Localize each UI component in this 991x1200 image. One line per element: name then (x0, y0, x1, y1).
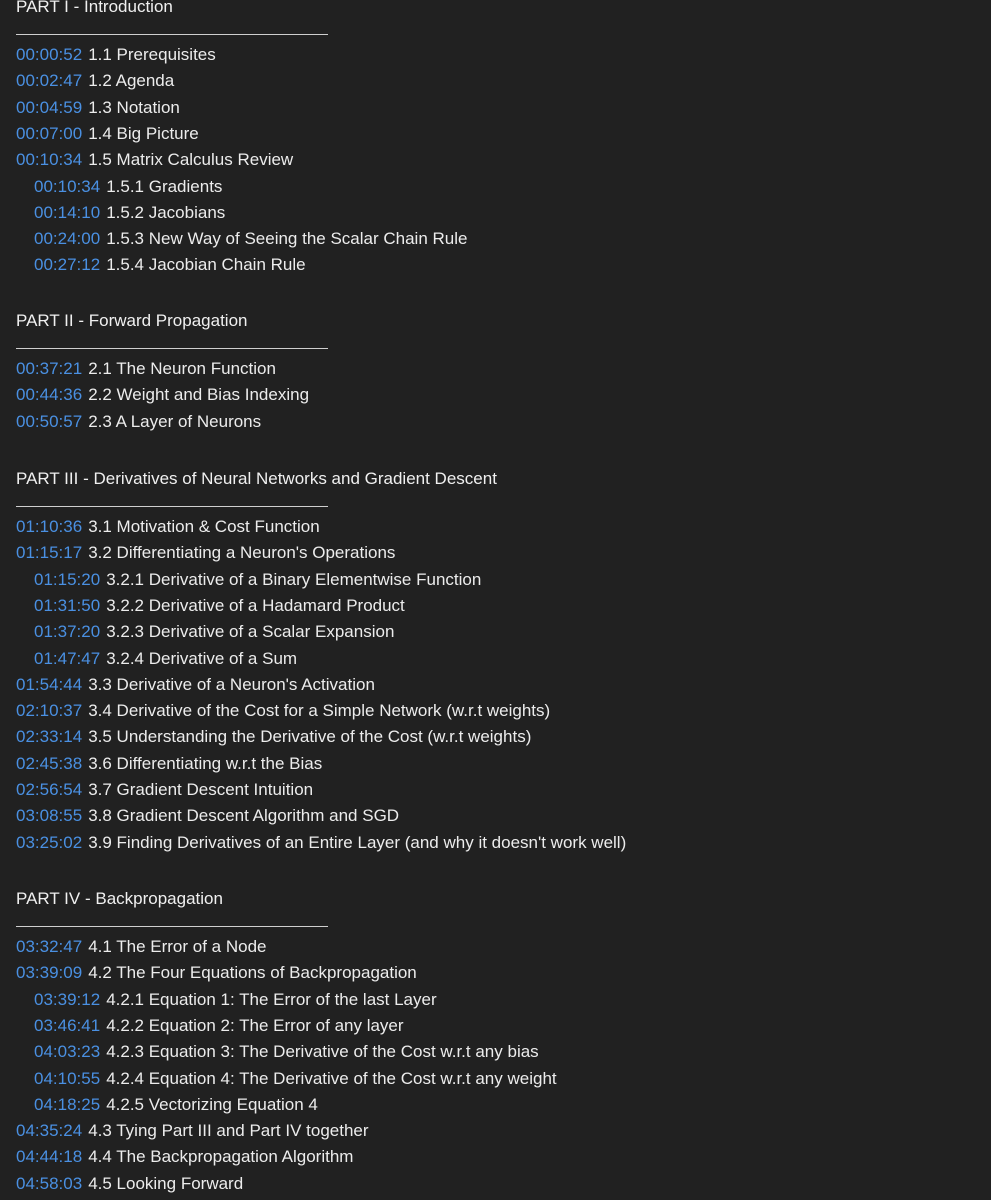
chapter-entry (34, 254, 306, 276)
chapter-title: 4.1 The Error of a Node (88, 937, 267, 956)
chapter-entry (16, 358, 276, 380)
chapter-title: 4.3 Tying Part III and Part IV together (88, 1121, 369, 1141)
timestamp-link[interactable]: 01:37:20 (34, 622, 101, 642)
chapter-title: 1.1 Prerequisites (88, 45, 216, 64)
chapter-entry (16, 1173, 243, 1195)
timestamp-link[interactable]: 01:54:44 (16, 674, 83, 694)
timestamp-link[interactable]: 02:56:54 (16, 780, 83, 799)
chapter-title: 1.3 Notation (88, 97, 180, 117)
chapter-title: 3.3 Derivative of a Neuron's Activation (88, 674, 375, 694)
timestamp-link[interactable]: 02:33:14 (16, 727, 83, 747)
chapter-title: 4.2.3 Equation 3: The Derivative of the Cost w.r.t any bias (106, 1042, 539, 1062)
chapter-entry (34, 989, 437, 1011)
part-heading: PART IV - Backpropagation (16, 889, 223, 908)
timestamp-link[interactable]: 04:44:18 (16, 1147, 83, 1167)
chapter-title: 3.2.2 Derivative of a Hadamard Product (106, 595, 405, 615)
chapter-title: 4.4 The Backpropagation Algorithm (88, 1147, 354, 1167)
timestamp-link[interactable]: 01:31:50 (34, 595, 101, 615)
chapter-entry (34, 1068, 557, 1090)
timestamp-link[interactable]: 00:50:57 (16, 411, 83, 431)
part-heading: PART III - Derivatives of Neural Networks and Gradient Descent (16, 469, 497, 488)
timestamp-link[interactable]: 04:18:25 (34, 1094, 101, 1114)
timestamp-link[interactable]: 00:07:00 (16, 123, 83, 143)
timestamp-link[interactable]: 01:15:20 (34, 569, 101, 589)
chapter-title: 3.2.1 Derivative of a Binary Elementwise Function (106, 569, 482, 589)
part-divider (16, 348, 328, 349)
chapter-title: 1.5 Matrix Calculus Review (88, 150, 294, 170)
timestamp-link[interactable]: 00:37:21 (16, 359, 83, 378)
chapter-entry (16, 97, 180, 119)
chapter-entry (34, 228, 467, 250)
chapter-entry (16, 832, 626, 854)
timestamp-link[interactable]: 00:10:34 (34, 176, 101, 196)
chapter-entry (16, 70, 174, 92)
chapter-title: 4.5 Looking Forward (88, 1173, 244, 1193)
chapter-title: 1.2 Agenda (88, 71, 175, 91)
timestamp-link[interactable]: 00:04:59 (16, 97, 83, 117)
chapter-entry (16, 936, 266, 958)
chapter-entry (34, 595, 405, 617)
chapter-entry (34, 1094, 318, 1116)
chapter-title: 3.9 Finding Derivatives of an Entire Layer (and why it doesn't work well) (88, 832, 627, 852)
chapter-entry (16, 1120, 369, 1142)
part-heading: PART II - Forward Propagation (16, 311, 248, 330)
chapter-entry (16, 516, 320, 538)
chapter-title: 2.1 The Neuron Function (88, 359, 276, 378)
chapter-title: 2.3 A Layer of Neurons (88, 411, 262, 431)
chapter-title: 3.6 Differentiating w.r.t the Bias (88, 753, 323, 773)
chapter-entry (16, 1146, 353, 1168)
timestamp-link[interactable]: 02:10:37 (16, 701, 83, 721)
part-divider (16, 926, 328, 927)
chapter-title: 3.5 Understanding the Derivative of the Cost (w.r.t weights) (88, 727, 532, 747)
chapter-entry (16, 726, 531, 748)
chapter-entry (34, 1041, 539, 1063)
timestamp-link[interactable]: 04:58:03 (16, 1173, 83, 1193)
chapter-title: 1.5.4 Jacobian Chain Rule (106, 255, 306, 275)
timestamp-link[interactable]: 04:03:23 (34, 1042, 101, 1062)
chapter-title: 1.4 Big Picture (88, 123, 199, 143)
chapter-entry (16, 962, 417, 984)
timestamp-link[interactable]: 00:24:00 (34, 229, 101, 249)
chapter-title: 3.7 Gradient Descent Intuition (88, 780, 314, 799)
chapter-entry (16, 700, 550, 722)
part-divider (16, 34, 328, 35)
chapter-entry (16, 753, 322, 775)
chapter-title: 4.2.2 Equation 2: The Error of any layer (106, 1015, 404, 1035)
chapter-entry (34, 176, 222, 198)
chapter-entry (34, 621, 394, 643)
part-heading: PART I - Introduction (16, 0, 173, 16)
timestamp-link[interactable]: 01:47:47 (34, 648, 101, 668)
chapter-title: 3.2.3 Derivative of a Scalar Expansion (106, 622, 395, 642)
timestamp-link[interactable]: 04:10:55 (34, 1068, 101, 1088)
timestamp-link[interactable]: 03:46:41 (34, 1015, 101, 1035)
chapter-title: 1.5.3 New Way of Seeing the Scalar Chain Rule (106, 229, 468, 249)
chapter-title: 1.5.1 Gradients (106, 176, 223, 196)
timestamp-link[interactable]: 03:39:12 (34, 989, 101, 1009)
chapter-title: 4.2.5 Vectorizing Equation 4 (106, 1094, 318, 1114)
timestamp-link[interactable]: 02:45:38 (16, 753, 83, 773)
chapter-title: 4.2.1 Equation 1: The Error of the last Layer (106, 989, 437, 1009)
chapter-title: 4.2.4 Equation 4: The Derivative of the Cost w.r.t any weight (106, 1068, 557, 1088)
timestamp-link[interactable]: 00:14:10 (34, 202, 101, 222)
chapter-entry (16, 542, 395, 564)
timestamp-link[interactable]: 03:32:47 (16, 937, 83, 956)
chapter-entry (16, 779, 313, 801)
timestamp-link[interactable]: 03:39:09 (16, 963, 83, 983)
chapter-title: 4.2 The Four Equations of Backpropagation (88, 963, 417, 983)
chapter-entry (34, 202, 225, 224)
chapter-title: 3.8 Gradient Descent Algorithm and SGD (88, 806, 400, 826)
timestamp-link[interactable]: 01:15:17 (16, 543, 83, 563)
part-divider (16, 506, 328, 507)
timestamp-link[interactable]: 00:00:52 (16, 45, 83, 64)
chapter-entry (16, 149, 293, 171)
timestamp-link[interactable]: 03:25:02 (16, 832, 83, 852)
timestamp-link[interactable]: 00:27:12 (34, 255, 101, 275)
timestamp-link[interactable]: 00:44:36 (16, 385, 83, 405)
timestamp-link[interactable]: 00:02:47 (16, 71, 83, 91)
chapter-title: 3.1 Motivation & Cost Function (88, 517, 320, 536)
chapter-entry (16, 805, 399, 827)
timestamp-link[interactable]: 04:35:24 (16, 1121, 83, 1141)
chapter-entry (16, 411, 261, 433)
timestamp-link[interactable]: 01:10:36 (16, 517, 83, 536)
chapter-entry (16, 44, 216, 66)
timestamp-link[interactable]: 00:10:34 (16, 150, 83, 170)
chapter-entry (16, 123, 199, 145)
chapter-title: 3.2 Differentiating a Neuron's Operations (88, 543, 396, 563)
chapter-entry (16, 674, 375, 696)
chapter-entry (34, 1015, 404, 1037)
chapter-entry (34, 648, 297, 670)
chapter-title: 2.2 Weight and Bias Indexing (88, 385, 310, 405)
chapter-entry (16, 384, 309, 406)
chapter-title: 3.2.4 Derivative of a Sum (106, 648, 298, 668)
timestamp-link[interactable]: 03:08:55 (16, 806, 83, 826)
chapter-title: 3.4 Derivative of the Cost for a Simple Network (w.r.t weights) (88, 701, 551, 721)
chapter-entry (34, 569, 481, 591)
chapter-title: 1.5.2 Jacobians (106, 202, 226, 222)
